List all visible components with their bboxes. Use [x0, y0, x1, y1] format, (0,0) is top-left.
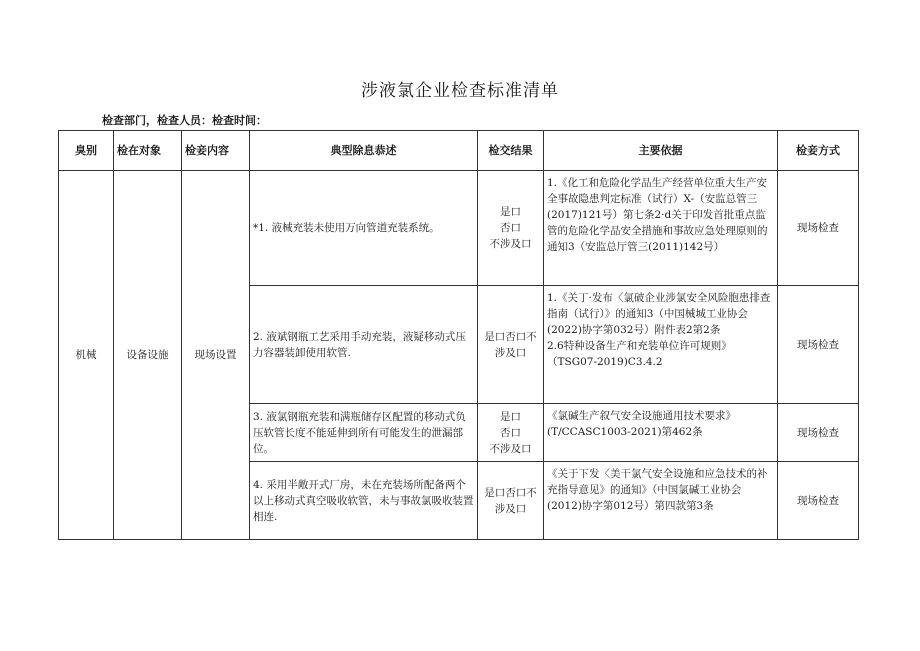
result-line: 是口否口不 — [484, 330, 537, 343]
cell-object: 设备设施 — [114, 171, 182, 540]
cell-method: 现场检查 — [778, 171, 859, 286]
cell-basis — [544, 404, 778, 462]
cell-basis — [544, 171, 778, 286]
header-basis: 主要依据 — [544, 131, 778, 171]
table-row — [59, 171, 859, 286]
header-method: 检妾方式 — [778, 131, 859, 171]
header-description: 典型除息恭述 — [250, 131, 478, 171]
cell-content: 现场设置 — [182, 171, 250, 540]
document-title: 涉液氯企业检查标准清单 — [361, 81, 559, 101]
cell-description: *1. 液械充装未使用万向管道充装系统。 — [250, 171, 478, 286]
basis-line: 2.6特种设备生产和充装单位许可规则》（TSG07-2019)C3.4.2 — [547, 340, 732, 368]
result-line: 否口 — [500, 222, 521, 234]
result-line: 涉及口 — [494, 502, 527, 515]
cell-description: 4. 采用半敞开式厂房，未在充装场所配备两个以上移动式真空吸收软管，未与事故氯吸收装置相连. — [250, 462, 478, 540]
result-line: 是口 — [500, 410, 521, 423]
inspection-meta-line: 检查部门，检查人员：检查时间： — [102, 114, 267, 127]
header-category: 臭别 — [59, 131, 114, 171]
cell-basis — [544, 286, 778, 404]
cell-method: 现场检查 — [778, 286, 859, 404]
cell-result — [478, 404, 544, 462]
cell-description: 2. 液斌钢瓶工艺采用手动充装，液疑移动式压力容器装卸使用软管. — [250, 286, 478, 404]
table-header-row — [59, 131, 859, 171]
result-line: 不涉及口 — [489, 442, 532, 455]
result-line: 是口 — [500, 206, 521, 218]
cell-result — [478, 462, 544, 540]
result-line: 不涉及口 — [489, 238, 532, 250]
cell-method: 现场检查 — [778, 404, 859, 462]
cell-category: 机械 — [59, 171, 114, 540]
cell-result — [478, 286, 544, 404]
basis-line: 《关于下发〈美干氯气安全设施和应急技术的补充指导意见》的通知》（中国氯碱工业协会(2012)协字第012号）第四款第3条 — [547, 468, 768, 512]
inspection-table — [58, 130, 859, 540]
cell-basis — [544, 462, 778, 540]
result-line: 否口 — [500, 426, 521, 439]
cell-description: 3. 液氯钢瓶充装和满瓶储存区配置的移动式负压软管长度不能延伸到所有可能发生的泄漏部位。 — [250, 404, 478, 462]
header-result: 检交结果 — [478, 131, 544, 171]
cell-method: 现场检查 — [778, 462, 859, 540]
basis-line: 《氯碱生产叙气安全设施通用技术要求》(T/CCASC1003-2021)第462条 — [547, 410, 736, 438]
result-line: 是口否口不 — [484, 486, 537, 499]
result-line: 涉及口 — [494, 346, 527, 359]
header-content: 检妾内容 — [182, 131, 250, 171]
cell-result — [478, 171, 544, 286]
basis-line: 1.《化工和危险化学品生产经营单位重大生产安全事故隐患判定标准（试行）X-（安监总管三(2017)121号）第七条2·d关于印发首批重点监管的危险化学品安全措施和事故应急处理原则的通知3（安监总厅管三(2011)142号） — [547, 177, 768, 253]
basis-line: 1.《关丁·发布〈氯破企业涉氯安全风险胞患排查指南（试行）》的通知3（中国械城工业协会(2022)协字第032号）附件表2第2条 — [547, 292, 771, 336]
header-object: 检在对象 — [114, 131, 182, 171]
